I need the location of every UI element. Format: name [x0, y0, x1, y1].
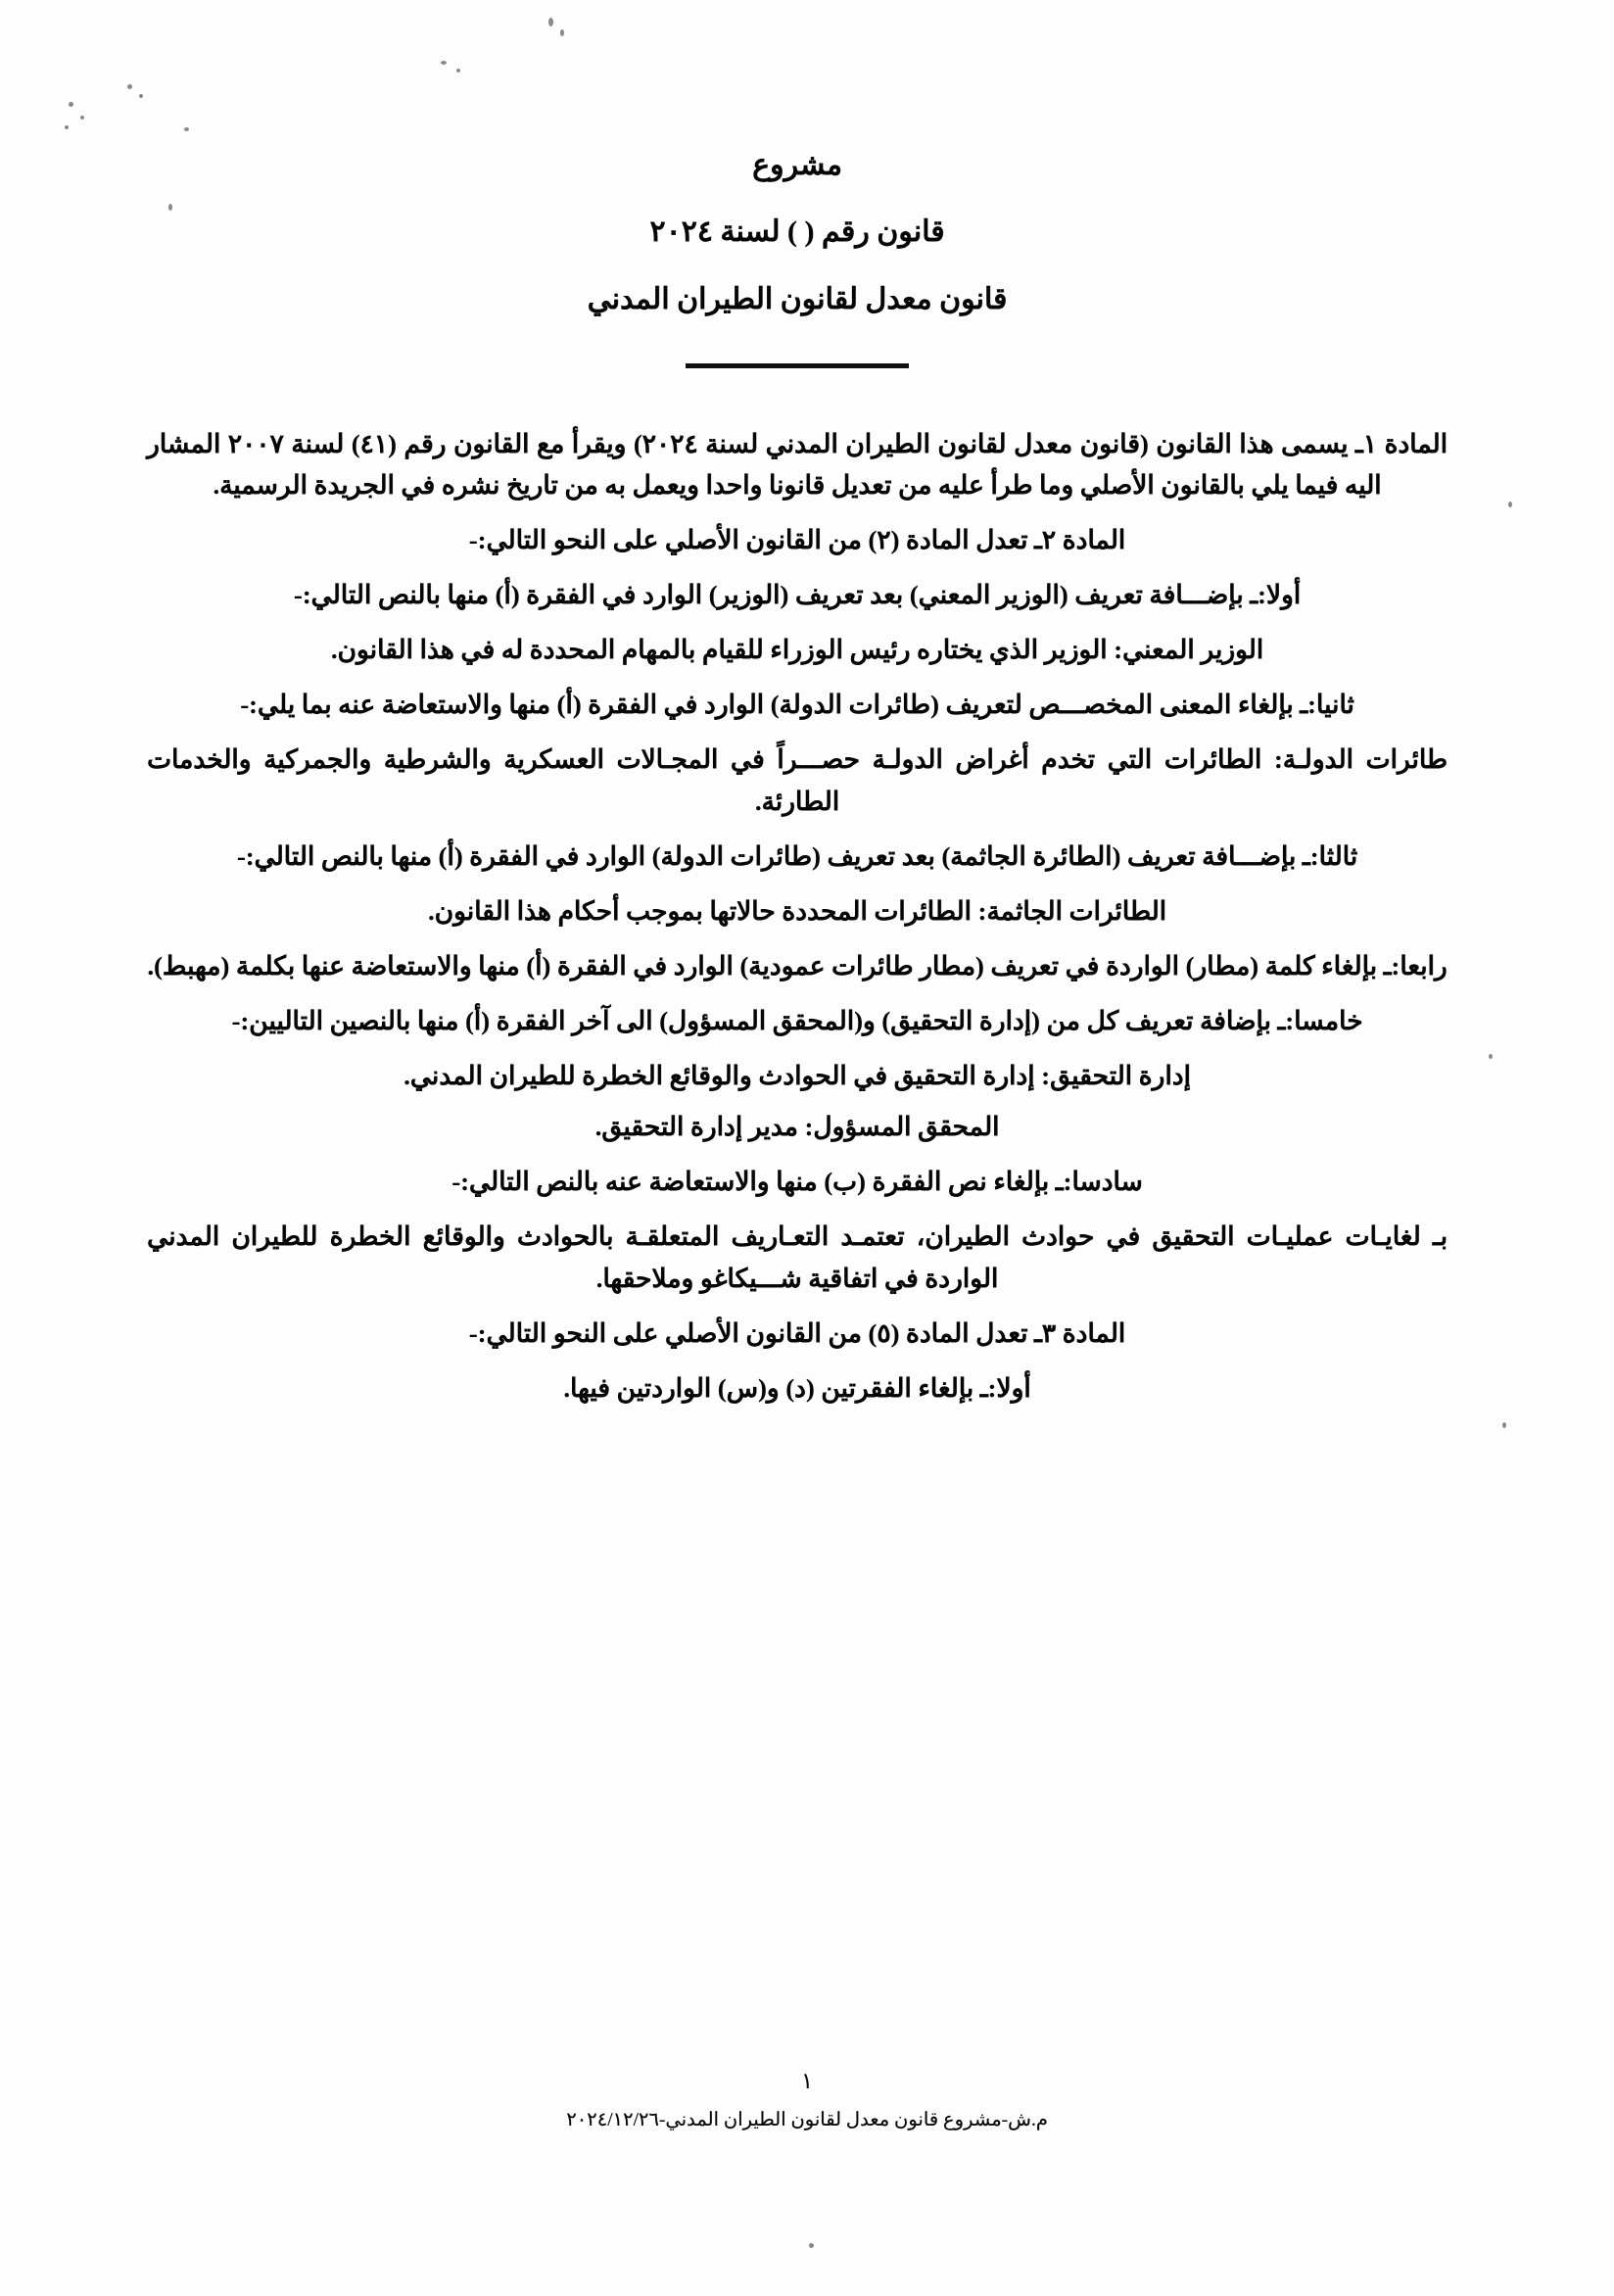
title-block	[147, 147, 1448, 318]
clause-fifth: خامسا:ـ بإضافة تعريف كل من (إدارة التحقيق) و(المحقق المسؤول) الى آخر الفقرة (أ) منها بالنصين التاليين:-	[231, 1005, 1363, 1035]
scan-artifact	[560, 29, 564, 36]
document-kind-title: مشروع	[752, 149, 842, 181]
scan-artifact	[1489, 1054, 1493, 1059]
law-number-title: قانون رقم ( ) لسنة ٢٠٢٤	[649, 215, 945, 248]
document-content	[147, 147, 1448, 1422]
clause-third-definition: الطائرات الجاثمة: الطائرات المحددة حالاتها بموجب أحكام هذا القانون.	[427, 895, 1167, 926]
article-3-heading: المادة ٣ـ تعدل المادة (٥) من القانون الأصلي على النحو التالي:-	[468, 1318, 1126, 1349]
scan-artifact	[1508, 502, 1512, 507]
scan-artifact	[548, 18, 553, 26]
scan-artifact	[127, 84, 132, 89]
scan-artifact	[456, 69, 460, 72]
article-2-heading: المادة ٢ـ تعدل المادة (٢) من القانون الأصلي على النحو التالي:-	[468, 525, 1126, 555]
scan-artifact	[69, 102, 73, 107]
clause-third: ثالثا:ـ بإضـــافة تعريف (الطائرة الجاثمة) بعد تعريف (طائرات الدولة) الوارد في الفقرة (أ) منها بالنص التالي:-	[236, 840, 1358, 871]
footer-reference: م.ش-مشروع قانون معدل لقانون الطيران المدني-٢٠٢٤/١٢/٢٦	[566, 2110, 1048, 2130]
scan-artifact	[65, 125, 69, 129]
scan-artifact	[184, 127, 189, 131]
clause-first-definition: الوزير المعني: الوزير الذي يختاره رئيس الوزراء للقيام بالمهام المحددة له في هذا القانون.	[330, 635, 1264, 665]
clause-fourth: رابعا:ـ بإلغاء كلمة (مطار) الواردة في تعريف (مطار طائرات عمودية) الوارد في الفقرة (أ) منها والاستعاضة عنها بكلمة (مهبط).	[147, 950, 1448, 981]
article-1-paragraph: المادة ١ـ يسمى هذا القانون (قانون معدل لقانون الطيران المدني لسنة ٢٠٢٤) ويقرأ مع القانون رقم (٤١) لسنة ٢٠٠٧ المشار اليه فيما يلي بالقانون الأصلي وما طرأ عليه من تعديل قانونا واحدا ويعمل به من تاريخ نشره في الجريدة الرسمية.	[147, 428, 1448, 501]
clause-fifth-definition-investigation-department: إدارة التحقيق: إدارة التحقيق في الحوادث والوقائع الخطرة للطيران المدني.	[404, 1060, 1191, 1090]
clause-sixth-paragraph-b: بـ لغايـات عمليـات التحقيق في حوادث الطيران، تعتمـد التعـاريف المتعلقـة بالحوادث والوقائع الخطرة للطيران المدني الواردة في اتفاقية شـــيكاغو وملاحقها.	[147, 1221, 1448, 1294]
clause-first: أولا:ـ بإضـــافة تعريف (الوزير المعني) بعد تعريف (الوزير) الوارد في الفقرة (أ) منها بالنص التالي:-	[293, 580, 1302, 610]
clause-second: ثانيا:ـ بإلغاء المعنى المخصـــص لتعريف (طائرات الدولة) الوارد في الفقرة (أ) منها والاستعاضة عنه بما يلي:-	[240, 690, 1354, 720]
article-3-clause-first: أولا:ـ بإلغاء الفقرتين (د) و(س) الواردتين فيها.	[563, 1373, 1031, 1404]
page-number: ١	[800, 2069, 814, 2093]
scan-artifact	[139, 94, 143, 98]
clause-sixth: سادسا:ـ بإلغاء نص الفقرة (ب) منها والاستعاضة عنه بالنص التالي:-	[451, 1167, 1143, 1197]
scan-artifact	[1502, 1422, 1506, 1428]
clause-second-definition: طائرات الدولـة: الطائرات التي تخدم أغراض الدولـة حصـــراً في المجـالات العسكرية والشرطية والجمركية والخدمات الطارئة.	[147, 744, 1448, 816]
scan-artifact	[441, 61, 447, 65]
horizontal-rule	[686, 363, 909, 368]
clause-fifth-definition-responsible-investigator: المحقق المسؤول: مدير إدارة التحقيق.	[594, 1112, 1000, 1142]
scan-artifact	[809, 2243, 814, 2248]
scan-artifact	[80, 116, 84, 120]
page-footer	[0, 2069, 1614, 2131]
law-subject-title: قانون معدل لقانون الطيران المدني	[587, 283, 1008, 315]
